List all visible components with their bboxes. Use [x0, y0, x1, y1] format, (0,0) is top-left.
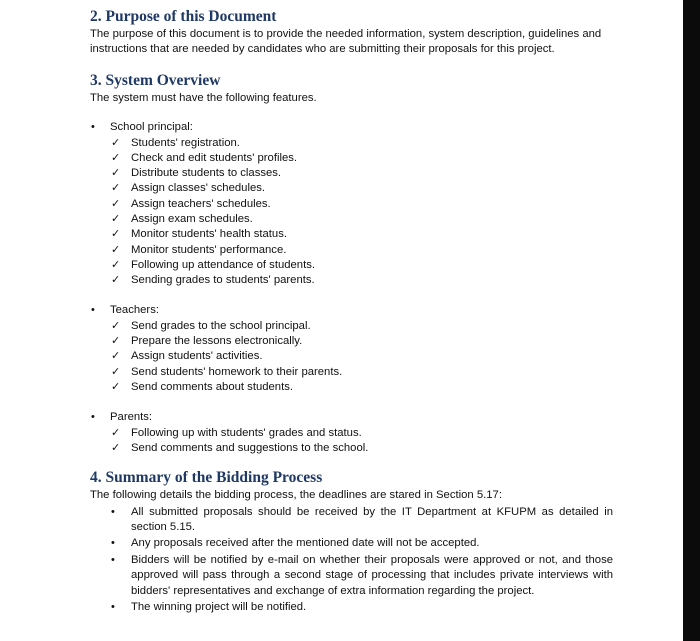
item-text: Students' registration. — [131, 136, 240, 149]
item-text: Following up attendance of students. — [131, 258, 316, 271]
section-heading: 4. Summary of the Bidding Process — [90, 469, 323, 487]
list-item — [110, 319, 613, 334]
check-icon: ✓ — [111, 243, 121, 256]
check-icon: ✓ — [111, 197, 121, 210]
check-icon: ✓ — [111, 350, 121, 363]
check-list — [110, 319, 613, 395]
section-intro: The following details the bidding process, the deadlines are stared in Section 5.17: — [90, 489, 502, 502]
item-text: Assign teachers' schedules. — [131, 197, 271, 210]
list-item — [110, 505, 613, 536]
list-item — [110, 553, 613, 599]
list-item — [110, 166, 613, 181]
list-item — [110, 536, 613, 551]
bullet-icon: • — [111, 601, 115, 613]
check-icon: ✓ — [111, 274, 121, 287]
check-icon: ✓ — [111, 258, 121, 271]
item-text: Send comments and suggestions to the school. — [131, 441, 369, 454]
bullet-icon: • — [111, 553, 115, 566]
item-text: Distribute students to classes. — [131, 167, 282, 180]
item-text: Check and edit students' profiles. — [131, 151, 298, 164]
section-bidding-process — [90, 467, 613, 615]
bullet-icon: • — [91, 411, 95, 424]
item-text: Send students' homework to their parents. — [131, 365, 343, 378]
list-item — [110, 334, 613, 349]
check-icon: ✓ — [111, 151, 121, 164]
list-item — [110, 426, 613, 441]
list-item — [110, 151, 613, 166]
check-list — [110, 426, 613, 457]
group-label: Parents: — [110, 411, 153, 424]
item-text: Send grades to the school principal. — [131, 319, 311, 332]
list-item — [110, 243, 613, 258]
item-text: Assign students' activities. — [131, 350, 263, 363]
feature-group — [90, 410, 613, 456]
feature-group — [90, 120, 613, 288]
list-item — [110, 273, 613, 288]
item-text: Assign classes' schedules. — [131, 182, 266, 195]
group-label: Teachers: — [110, 304, 159, 317]
check-icon: ✓ — [111, 380, 121, 393]
item-text: Monitor students' health status. — [131, 228, 288, 241]
check-icon: ✓ — [111, 228, 121, 241]
list-item — [110, 181, 613, 196]
bullet-list — [110, 505, 613, 616]
item-text: Sending grades to students' parents. — [131, 274, 315, 287]
bullet-icon: • — [111, 505, 115, 518]
list-item — [110, 349, 613, 364]
item-text: Any proposals received after the mentioned date will not be accepted. — [131, 537, 480, 550]
feature-groups — [90, 120, 613, 456]
list-item — [110, 600, 613, 615]
item-text: The winning project will be notified. — [131, 601, 307, 613]
item-text: Following up with students' grades and status. — [131, 426, 362, 439]
bullet-icon: • — [111, 537, 115, 550]
section-text: The purpose of this document is to provide the needed information, system description, guidelines and instructions that are needed by candidates who are submitting their proposals for this project. — [90, 28, 602, 56]
list-item — [110, 212, 613, 227]
list-item — [110, 197, 613, 212]
bullet-icon: • — [91, 121, 95, 134]
check-icon: ✓ — [111, 365, 121, 378]
list-item — [110, 227, 613, 242]
item-text: All submitted proposals should be received by the IT Department at KFUPM as detailed in section 5.15. — [131, 505, 613, 533]
list-item — [110, 441, 613, 456]
item-text: Bidders will be notified by e-mail on whether their proposals were approved or not, and those approved will pass through a second stage of processing that includes private interviews with bidders' representatives and exchange of extra information regarding the project. — [131, 553, 613, 597]
check-icon: ✓ — [111, 136, 121, 149]
item-text: Assign exam schedules. — [131, 213, 253, 225]
section-intro: The system must have the following features. — [90, 91, 317, 104]
section-heading: 2. Purpose of this Document — [90, 8, 277, 25]
check-icon: ✓ — [111, 441, 121, 454]
check-icon: ✓ — [111, 426, 121, 439]
check-icon: ✓ — [111, 182, 121, 195]
section-system-overview — [90, 70, 613, 456]
bullet-icon: • — [91, 304, 95, 317]
check-list — [110, 136, 613, 289]
feature-group — [90, 303, 613, 395]
list-item — [110, 258, 613, 273]
list-item — [110, 380, 613, 395]
check-icon: ✓ — [111, 319, 121, 332]
item-text: Send comments about students. — [131, 380, 294, 393]
list-item — [110, 136, 613, 151]
section-heading: 3. System Overview — [90, 71, 221, 89]
check-icon: ✓ — [111, 335, 121, 348]
list-item — [110, 365, 613, 380]
item-text: Prepare the lessons electronically. — [131, 335, 303, 348]
item-text: Monitor students' performance. — [131, 243, 287, 256]
section-purpose — [90, 6, 613, 58]
group-label: School principal: — [110, 121, 193, 134]
check-icon: ✓ — [111, 167, 121, 180]
check-icon: ✓ — [111, 213, 121, 225]
